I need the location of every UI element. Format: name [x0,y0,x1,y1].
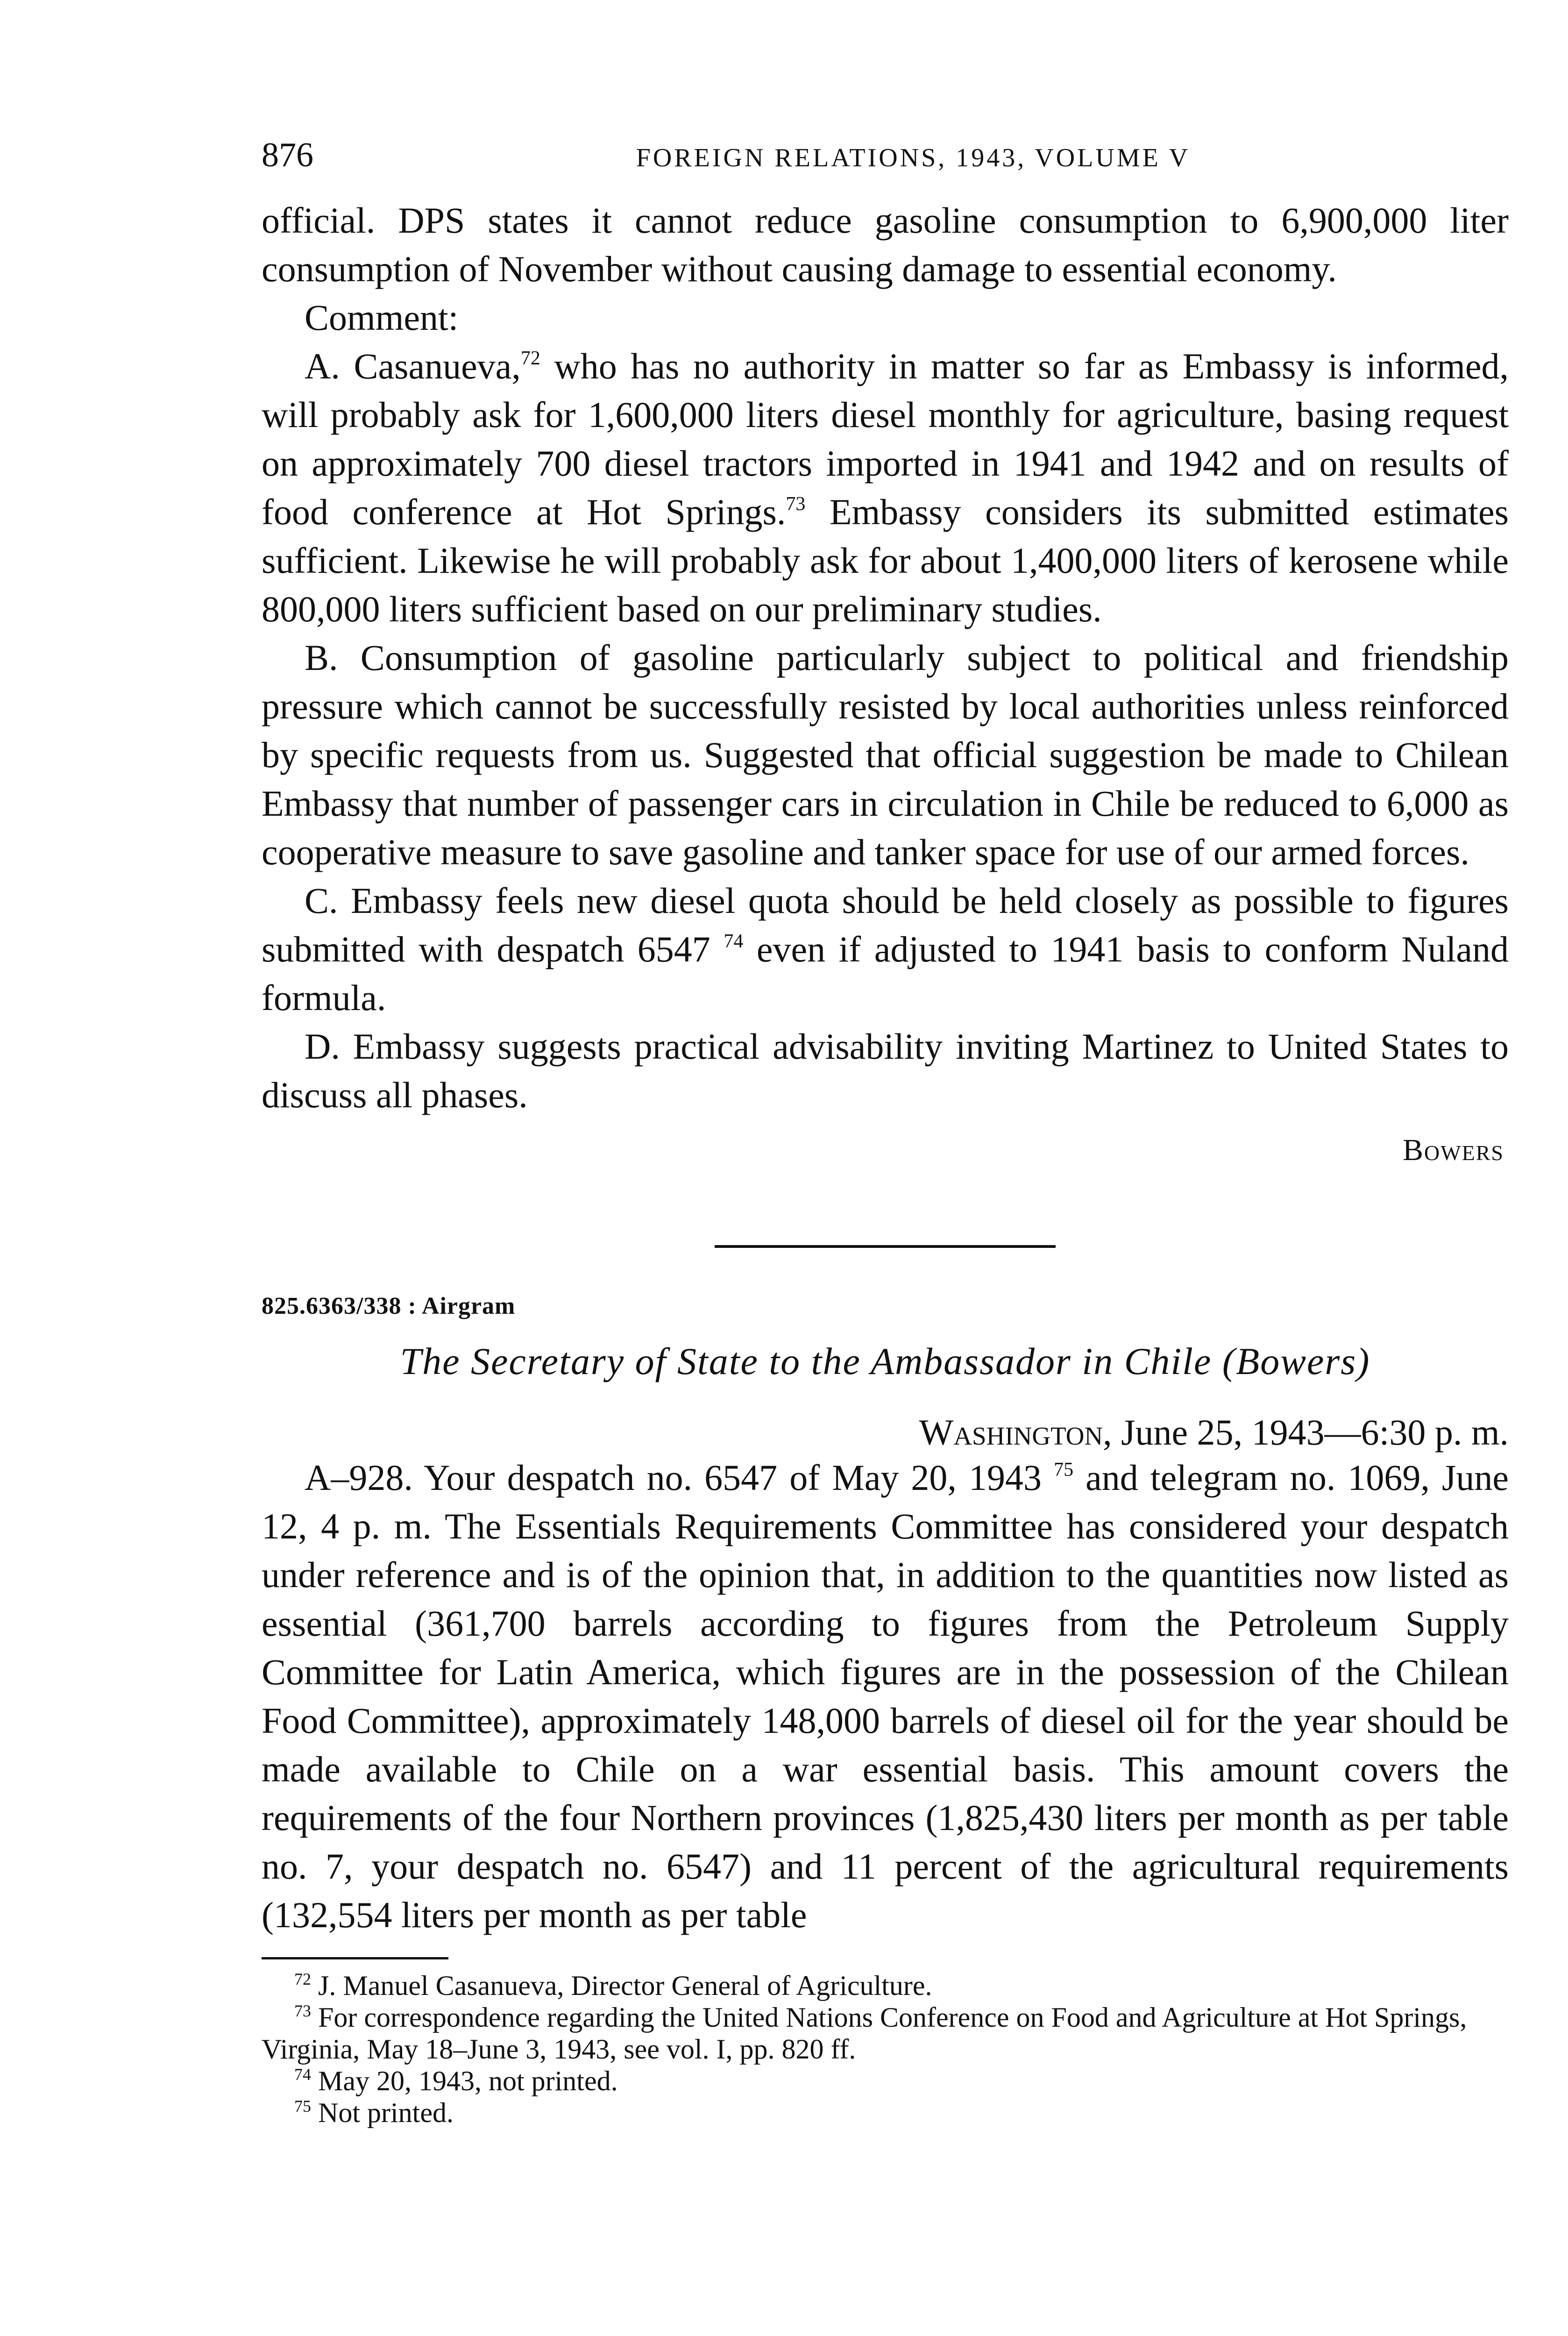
comment-label: Comment: [305,297,459,338]
footnote-74 [262,2065,1509,2097]
paragraph-d: D. Embassy suggests practical advisability inviting Martinez to United States to discuss all phases. [262,1026,1509,1115]
airgram-paragraph-end: and telegram no. 1069, June 12, 4 p. m. The Essentials Requirements Committee has considered your despatch under reference and is of the opinion that, in addition to the quantities now listed as essential (361,700 barrels according to figures from the Petroleum Supply Committee for Latin America, which figures are in the possession of the Chilean Food Committee), approximately 148,000 barrels of diesel oil for the year should be made available to Chile on a war essential basis. This amount covers the requirements of the four Northern provinces (1,825,430 liters per month as per table no. 7, your despatch no. 6547) and 11 percent of the agricultural requirements (132,554 liters per month as per table [262,1457,1509,1935]
footnote-text: Not printed. [318,2097,454,2128]
footnote-ref-72: 72 [520,348,540,369]
airgram-paragraph-start: A–928. Your despatch no. 6547 of May 20, 1943 [305,1457,1042,1498]
footnote-ref-74: 74 [724,931,744,952]
paragraph-continued: official. DPS states it cannot reduce gasoline consumption to 6,900,000 liter consumption of November without causing damage to essential economy. [262,200,1509,289]
page-number: 876 [262,136,313,174]
footnote-text: J. Manuel Casanueva, Director General of Agriculture. [318,1970,932,2001]
footnote-mark: 75 [294,2097,311,2115]
paragraph-b: B. Consumption of gasoline particularly subject to political and friendship pressure which cannot be successfully resisted by local authorities unless reinforced by specific requests from us. Suggested that official suggestion be made to Chilean Embassy that number of passenger cars in circulation in Chile be reduced to 6,000 as cooperative measure to save gasoline and tanker space for use of our armed forces. [262,637,1509,872]
footnote-mark: 72 [294,1970,311,1988]
telegram-body [262,196,1509,1119]
footnote-75 [262,2097,1509,2129]
paragraph-a-start: A. Casanueva, [305,346,521,386]
document-title: The Secretary of State to the Ambassador in Chile (Bowers) [400,1340,1370,1382]
footnote-text: For correspondence regarding the United Nations Conference on Food and Agriculture at Hot Springs, Virginia, May 18–June 3, 1943, see vol. I, pp. 820 ff. [262,2002,1467,2065]
footnote-72 [262,1970,1509,2001]
paragraph-c [262,876,1509,1022]
dateline-time: June 25, 1943—6:30 p. m. [1112,1412,1509,1453]
running-head: FOREIGN RELATIONS, 1943, VOLUME V [636,143,1191,172]
file-reference: 825.6363/338 : Airgram [262,1293,516,1319]
footnote-mark: 74 [294,2065,311,2084]
paragraph-a-end: Embassy considers its submitted estimates sufficient. Likewise he will probably ask for about 1,400,000 liters of kerosene while 800,000 liters sufficient based on our preliminary studies. [262,491,1509,629]
footnote-73 [262,2001,1509,2065]
paragraph-a-mid: who has no authority in matter so far as Embassy is informed, will probably ask for 1,600,000 liters diesel monthly for agriculture, basing request on approximately 700 diesel tractors imported in 1941 and 1942 and on results of food conference at Hot Springs. [262,346,1509,532]
page-header [262,135,1509,196]
paragraph-c-start: C. Embassy feels new diesel quota should be held closely as possible to figures submitted with despatch 6547 [262,880,1509,969]
airgram-paragraph [262,1453,1509,1939]
footnote-ref-73: 73 [786,493,806,515]
footnote-ref-75: 75 [1054,1459,1074,1481]
signature: Bowers [1402,1133,1504,1167]
footnote-text: May 20, 1943, not printed. [318,2065,618,2096]
footnote-mark: 73 [294,2001,311,2020]
dateline-place: Washington, [919,1412,1112,1453]
page [262,135,1509,2129]
airgram-body [262,1453,1509,1939]
paragraph-c-end: even if adjusted to 1941 basis to conform Nuland formula. [262,929,1509,1018]
section-divider [715,1245,1056,1248]
footnote-divider [262,1957,448,1959]
paragraph-a [262,342,1509,634]
dateline [262,1411,1509,1453]
footnotes [262,1970,1509,2129]
